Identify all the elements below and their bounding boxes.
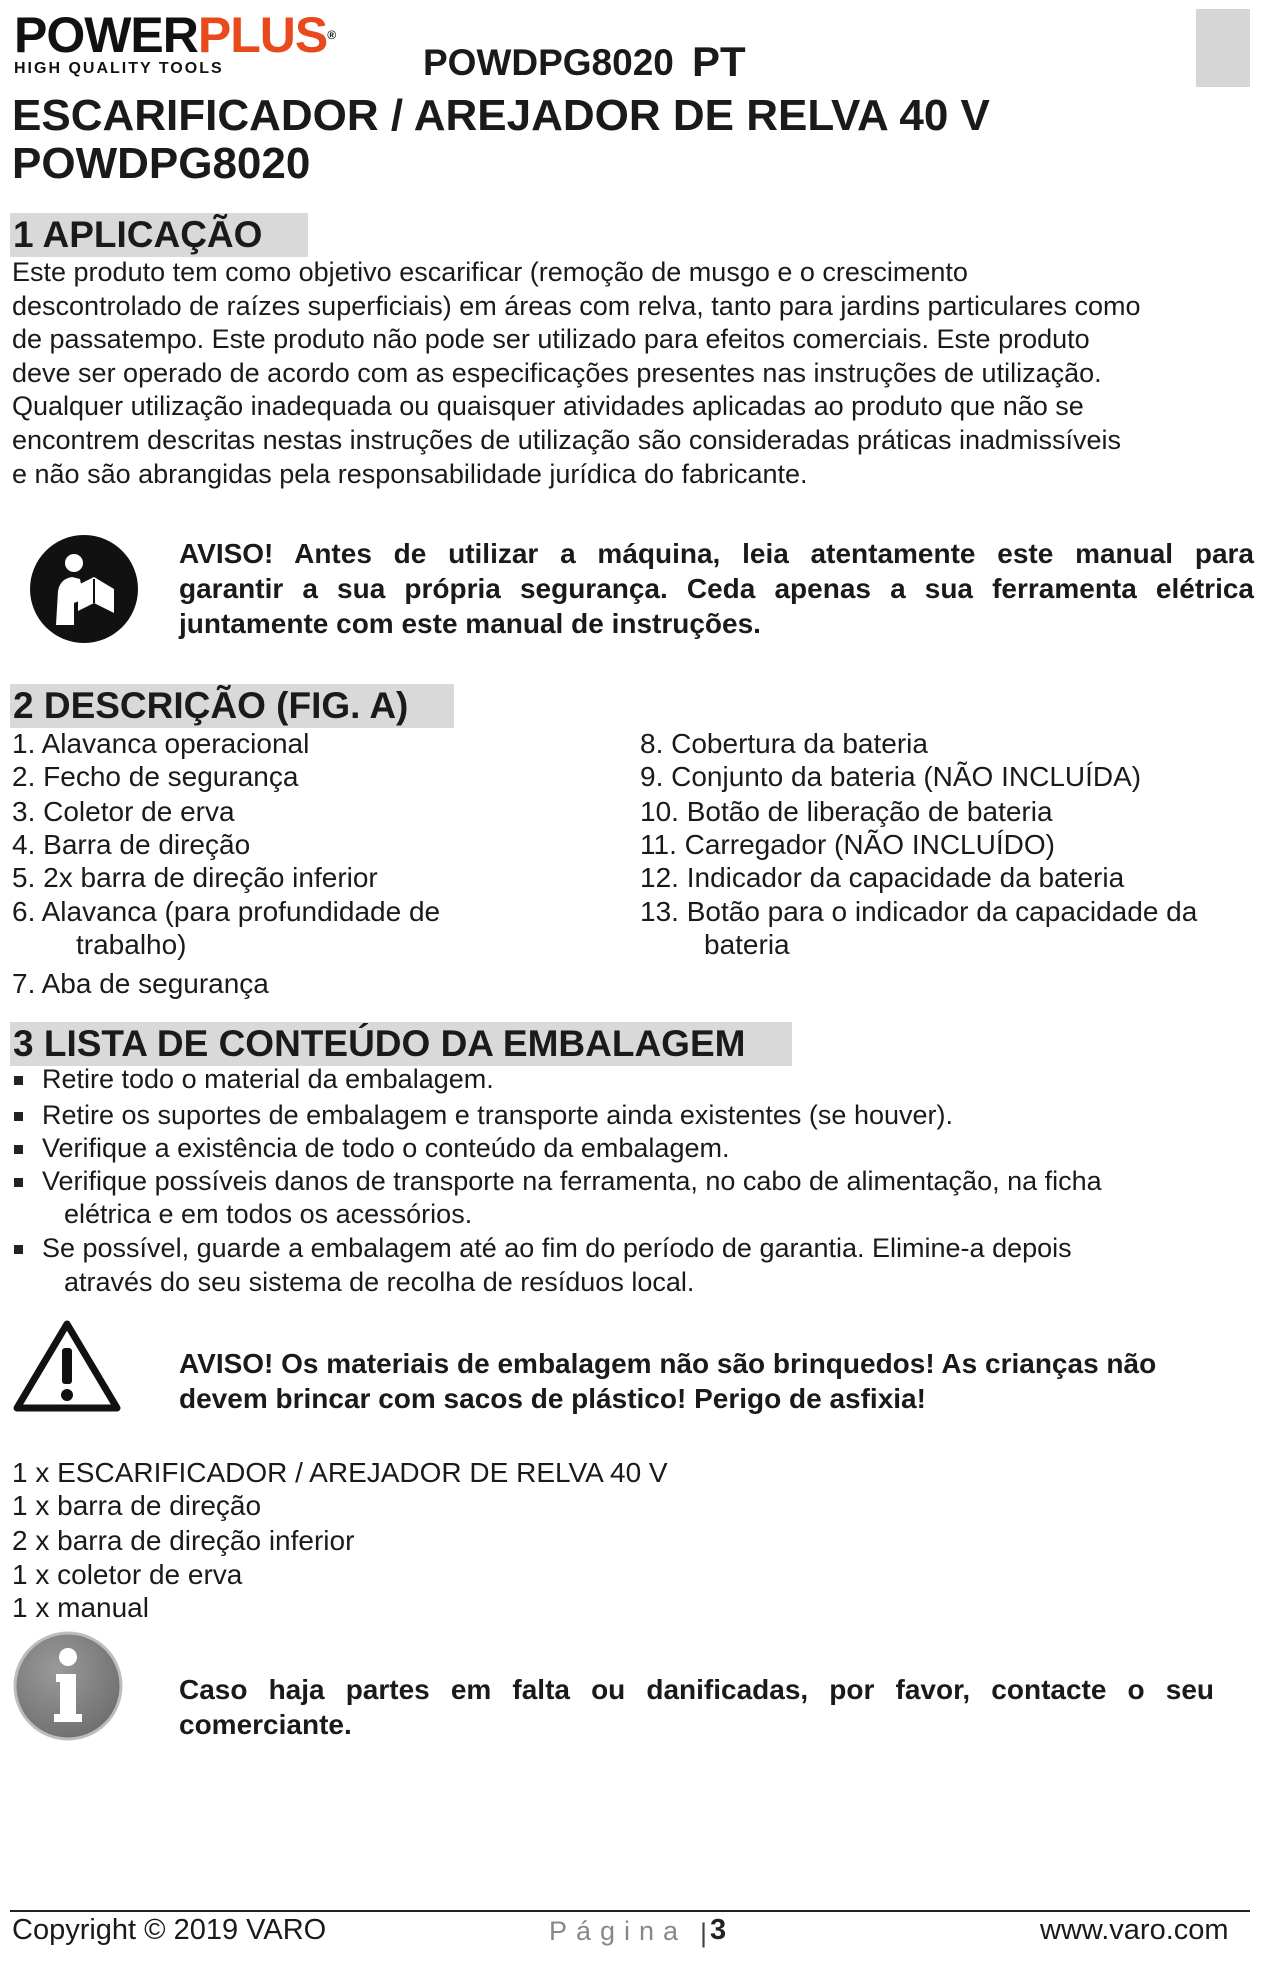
list-item: [640, 829, 1055, 861]
item-number: 6.: [12, 896, 36, 927]
info-line: Caso haja partes em falta ou danificadas, por favor, contacte o seu: [179, 1674, 1214, 1705]
item-text: Coletor de erva: [43, 796, 235, 827]
footer-separator: |: [700, 1918, 708, 1948]
list-item: [12, 796, 235, 828]
warning-packaging-text: [179, 1346, 1254, 1416]
warning-triangle-icon: [12, 1318, 122, 1414]
item-text: Botão de liberação de bateria: [686, 796, 1053, 827]
bullet-text: Verifique a existência de todo o conteúdo da embalagem.: [42, 1133, 730, 1163]
bullet-text: Se possível, guarde a embalagem até ao fim do período de garantia. Elimine-a depois: [42, 1233, 1072, 1263]
list-item: [640, 896, 1198, 960]
warning-manual-text: [179, 536, 1254, 641]
paragraph-line: Qualquer utilização inadequada ou quaisquer atividades aplicadas ao produto que não se: [12, 391, 1084, 422]
item-number: 12.: [640, 862, 679, 893]
footer-website[interactable]: www.varo.com: [1040, 1914, 1229, 1946]
item-text: Aba de segurança: [41, 968, 269, 999]
paragraph-line: Este produto tem como objetivo escarificar (remoção de musgo e o crescimento: [12, 257, 968, 287]
bullet-text: Retire todo o material da embalagem.: [42, 1064, 494, 1094]
list-item: 1 x ESCARIFICADOR / AREJADOR DE RELVA 40 V: [12, 1457, 668, 1488]
item-text: Alavanca (para profundidade de: [41, 896, 441, 927]
brand-word-power: POWER: [14, 7, 198, 63]
model-code: POWDPG8020: [423, 42, 674, 83]
item-number: 5.: [12, 862, 36, 893]
item-text: Indicador da capacidade da bateria: [686, 862, 1125, 893]
list-item: [640, 728, 928, 760]
bullet-square-icon: [14, 1245, 23, 1254]
paragraph-line: e não são abrangidas pela responsabilidade jurídica do fabricante.: [12, 458, 808, 489]
item-number: 13.: [640, 896, 679, 927]
footer-page-number: 3: [710, 1914, 727, 1946]
item-number: 9.: [640, 761, 664, 792]
item-text: Cobertura da bateria: [671, 728, 928, 759]
bullet-text: Verifique possíveis danos de transporte na ferramenta, no cabo de alimentação, na ficha: [42, 1166, 1102, 1196]
item-number: 8.: [640, 728, 664, 759]
list-item: [12, 728, 309, 760]
bullet-square-icon: [14, 1076, 23, 1085]
warning-line: AVISO! Antes de utilizar a máquina, leia atentamente este manual para: [179, 538, 1254, 569]
read-manual-icon: [28, 533, 140, 645]
item-number: 7.: [12, 968, 36, 999]
item-text: Alavanca operacional: [41, 728, 310, 759]
section-heading-package-contents: 3 LISTA DE CONTEÚDO DA EMBALAGEM: [10, 1022, 792, 1066]
title-line-1: ESCARIFICADOR / AREJADOR DE RELVA 40 V: [12, 91, 990, 140]
brand-logo: [14, 7, 404, 82]
document-title: [12, 92, 990, 188]
footer-divider: [10, 1910, 1250, 1912]
info-text: [179, 1672, 1214, 1742]
corner-tab-marker: [1196, 9, 1250, 87]
list-item: 1 x manual: [12, 1592, 149, 1623]
section-heading-application: 1 APLICAÇÃO: [10, 213, 308, 257]
item-text-continued: trabalho): [76, 929, 187, 960]
paragraph-line: encontrem descritas nestas instruções de utilização são consideradas práticas inadmissíveis: [12, 424, 1122, 455]
warning-line: devem brincar com sacos de plástico! Perigo de asfixia!: [179, 1383, 926, 1414]
list-item: [640, 761, 1141, 793]
item-number: 2.: [12, 761, 36, 792]
brand-tagline: HIGH QUALITY TOOLS: [14, 60, 224, 77]
item-number: 4.: [12, 829, 36, 860]
list-item: 2 x barra de direção inferior: [12, 1525, 355, 1556]
item-number: 11.: [640, 829, 677, 860]
list-item: 1 x barra de direção: [12, 1490, 262, 1521]
bullet-square-icon: [14, 1178, 23, 1187]
list-item: [12, 896, 441, 960]
brand-word-plus: PLUS: [197, 7, 328, 63]
info-icon: [12, 1630, 124, 1742]
item-text: Barra de direção: [43, 829, 251, 860]
footer-page-label: Página: [549, 1916, 688, 1946]
warning-line: garantir a sua própria segurança. Ceda apenas a sua ferramenta elétrica: [179, 573, 1254, 604]
list-item: [12, 862, 378, 894]
list-item: [12, 829, 250, 861]
warning-line: AVISO! Os materiais de embalagem não são brinquedos! As crianças não: [179, 1348, 1157, 1379]
item-text-continued: bateria: [704, 929, 790, 960]
bullet-text-continued: elétrica e em todos os acessórios.: [64, 1199, 473, 1229]
list-item: [12, 761, 298, 793]
item-number: 3.: [12, 796, 36, 827]
item-text: Conjunto da bateria (NÃO INCLUÍDA): [671, 761, 1142, 792]
bullet-square-icon: [14, 1145, 23, 1154]
bullet-square-icon: [14, 1112, 23, 1121]
section-heading-description: 2 DESCRIÇÃO (FIG. A): [10, 684, 454, 728]
brand-wordmark: [14, 7, 404, 63]
list-item: 1 x coletor de erva: [12, 1559, 243, 1590]
list-item: [640, 862, 1124, 894]
warning-line: juntamente com este manual de instruções.: [179, 608, 761, 639]
paragraph-line: de passatempo. Este produto não pode ser utilizado para efeitos comerciais. Este produto: [12, 324, 1090, 355]
title-line-2: POWDPG8020: [12, 139, 311, 188]
bullet-text: Retire os suportes de embalagem e transporte ainda existentes (se houver).: [42, 1100, 953, 1130]
item-text: Fecho de segurança: [43, 761, 299, 792]
item-text: Carregador (NÃO INCLUÍDO): [684, 829, 1055, 860]
footer-copyright: Copyright © 2019 VARO: [12, 1914, 327, 1946]
registered-mark: ®: [327, 28, 337, 42]
item-number: 1.: [12, 728, 36, 759]
list-item: [12, 968, 269, 1000]
item-number: 10.: [640, 796, 679, 827]
list-item: [640, 796, 1053, 828]
item-text: 2x barra de direção inferior: [43, 862, 378, 893]
paragraph-line: descontrolado de raízes superficiais) em áreas com relva, tanto para jardins particulares como: [12, 290, 1141, 321]
application-paragraph: [12, 256, 1257, 491]
bullet-text-continued: através do seu sistema de recolha de resíduos local.: [64, 1267, 695, 1297]
language-code: PT: [692, 38, 746, 85]
item-text: Botão para o indicador da capacidade da: [686, 896, 1198, 927]
paragraph-line: deve ser operado de acordo com as especificações presentes nas instruções de utilização.: [12, 357, 1102, 388]
info-line: comerciante.: [179, 1709, 352, 1740]
